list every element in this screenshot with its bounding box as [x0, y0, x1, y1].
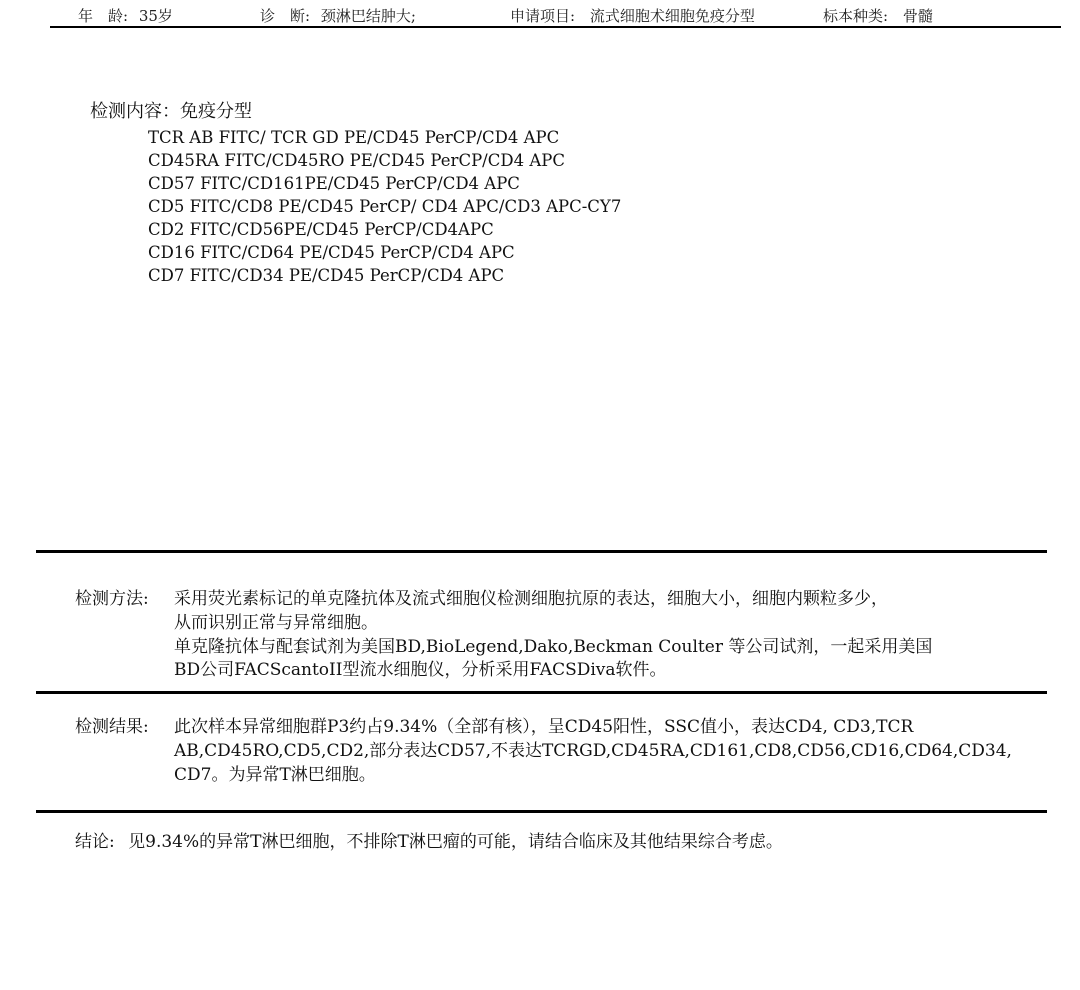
panel-line: CD16 FITC/CD64 PE/CD45 PerCP/CD4 APC: [148, 243, 515, 262]
detection-content-label: 检测内容：免疫分型: [90, 101, 252, 122]
conclusion: [75, 827, 783, 852]
conclusion-label: 结论:: [75, 832, 115, 852]
panel-line: CD5 FITC/CD8 PE/CD45 PerCP/ CD4 APC/CD3 APC-CY7: [148, 197, 622, 216]
conclusion-text: 见9.34%的异常T淋巴细胞，不排除T淋巴瘤的可能，请结合临床及其他结果综合考虑。: [128, 832, 783, 852]
diagnosis-value: 颈淋巴结肿大;: [320, 7, 416, 25]
age-label: 年 龄:: [78, 7, 129, 25]
result-line: CD7。为异常T淋巴细胞。: [174, 765, 376, 785]
method-line: 单克隆抗体与配套试剂为美国BD,BioLegend,Dako,Beckman Coulter 等公司试剂，一起采用美国: [174, 637, 933, 657]
diagnosis-label: 诊 断:: [260, 7, 311, 25]
method-label: 检测方法:: [75, 589, 149, 609]
panel-line: TCR AB FITC/ TCR GD PE/CD45 PerCP/CD4 APC: [148, 128, 560, 147]
request-value: 流式细胞术细胞免疫分型: [589, 7, 755, 25]
age-value: 35岁: [138, 7, 173, 25]
specimen-label: 标本种类:: [823, 7, 889, 25]
header-divider: [50, 26, 1061, 28]
panel-line: CD45RA FITC/CD45RO PE/CD45 PerCP/CD4 APC: [148, 151, 565, 170]
diagnosis-field: [260, 5, 416, 26]
result-label: 检测结果:: [75, 717, 149, 737]
request-label: 申请项目:: [510, 7, 576, 25]
panel-line: CD57 FITC/CD161PE/CD45 PerCP/CD4 APC: [148, 174, 520, 193]
result-line: AB,CD45RO,CD5,CD2,部分表达CD57,不表达TCRGD,CD45RA,CD161,CD8,CD56,CD16,CD64,CD34,: [174, 741, 1012, 761]
panel-line: CD2 FITC/CD56PE/CD45 PerCP/CD4APC: [148, 220, 494, 239]
section-divider: [36, 691, 1047, 694]
section-divider: [36, 810, 1047, 813]
method-line: 从而识别正常与异常细胞。: [174, 613, 378, 633]
result-line: 此次样本异常细胞群P3约占9.34%（全部有核），呈CD45阳性，SSC值小，表达CD4, CD3,TCR: [174, 717, 914, 737]
age-field: [78, 5, 173, 26]
request-field: [510, 5, 755, 26]
specimen-field: [823, 5, 933, 26]
section-divider: [36, 550, 1047, 553]
specimen-value: 骨髓: [902, 7, 933, 25]
panel-line: CD7 FITC/CD34 PE/CD45 PerCP/CD4 APC: [148, 266, 505, 285]
method-line: BD公司FACScantoII型流水细胞仪，分析采用FACSDiva软件。: [174, 660, 667, 680]
method-line: 采用荧光素标记的单克隆抗体及流式细胞仪检测细胞抗原的表达，细胞大小，细胞内颗粒多少，: [174, 589, 888, 609]
